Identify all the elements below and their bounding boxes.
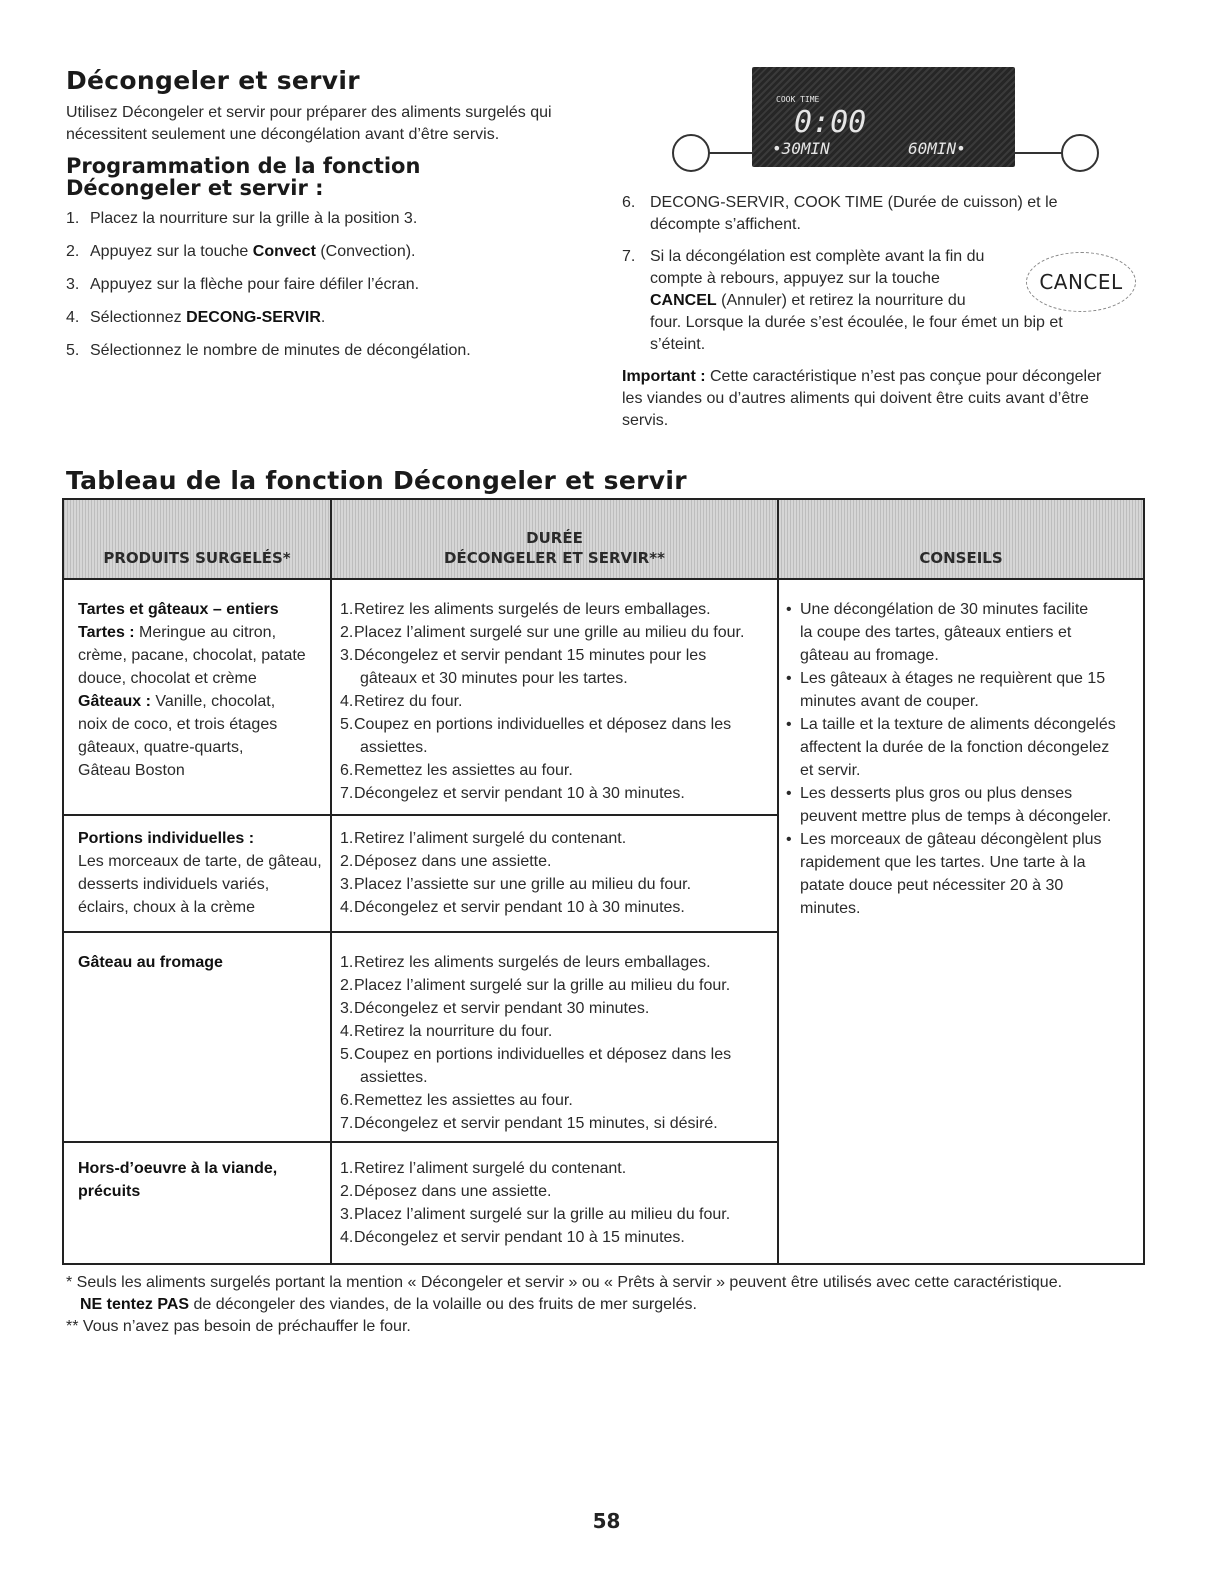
step-4: 4. Sélectionnez DECONG-SERVIR. (66, 309, 326, 326)
header-duration: DURÉE DÉCONGELER ET SERVIR** (444, 529, 665, 567)
knob-connector-right (1013, 152, 1063, 154)
table-title: Tableau de la fonction Décongeler et servir (66, 466, 687, 495)
oven-display (752, 67, 1015, 167)
intro-line: nécessitent seulement une décongélation avant d’être servis. (66, 126, 500, 143)
table-row-steps: 1. Retirez l’aliment surgelé du contenant. 2. Déposez dans une assiette. 3. Placez l’assiette sur une grille au milieu du four. 4. Décongelez et servir pendant 10 à 30 minutes. (340, 830, 692, 916)
tip-item: • Les gâteaux à étages ne requièrent que 15 minutes avant de couper. (786, 667, 1141, 713)
tip-item: • La taille et la texture de aliments décongelés affectent la durée de la fonction décongelez et servir. (786, 713, 1141, 782)
important-note: Important : Cette caractéristique n’est pas conçue pour décongeler les viandes ou d’autres aliments qui doivent être cuits avant d’être servis. (622, 368, 1102, 429)
column-divider (777, 500, 779, 1263)
step-6: 6. DECONG-SERVIR, COOK TIME (Durée de cuisson) et le décompte s’affichent. (622, 194, 1058, 233)
step-5: 5. Sélectionnez le nombre de minutes de décongélation. (66, 342, 471, 359)
display-label: COOK TIME (776, 95, 820, 104)
row-divider (64, 931, 779, 933)
table-row-steps: 1. Retirez les aliments surgelés de leurs emballages. 2. Placez l’aliment surgelé sur une grille au milieu du four. 3. Décongelez et servir pendant 15 minutes pour les gâteaux et 30 minutes pour les tartes. 4. Retirez du four. 5. Coupez en portions individuelles et déposez dans les assiettes. 6. Remettez les assiettes au four. 7. Décongelez et servir pendant 10 à 30 minutes. (340, 601, 745, 802)
row-divider (64, 1141, 779, 1143)
step-2: 2. Appuyez sur la touche Convect (Convection). (66, 243, 416, 260)
footnote-1: * Seuls les aliments surgelés portant la mention « Décongeler et servir » ou « Prêts à servir » peuvent être utilisés avec cette caractéristique. (66, 1274, 1063, 1291)
step-1: 1. Placez la nourriture sur la grille à la position 3. (66, 210, 418, 227)
tip-item: • Les morceaux de gâteau décongèlent plus rapidement que les tartes. Une tarte à la patate douce peut nécessiter 20 à 30 minutes. (786, 828, 1141, 920)
row-divider (64, 814, 779, 816)
tip-item: • Une décongélation de 30 minutes facilite la coupe des tartes, gâteaux entiers et gâteau au fromage. (786, 598, 1141, 667)
table-header (64, 500, 1143, 580)
table-row-steps: 1. Retirez les aliments surgelés de leurs emballages. 2. Placez l’aliment surgelé sur la grille au milieu du four. 3. Décongelez et servir pendant 30 minutes. 4. Retirez la nourriture du four. 5. Coupez en portions individuelles et déposez dans les assiettes. 6. Remettez les assiettes au four. 7. Décongelez et servir pendant 15 minutes, si désiré. (340, 954, 732, 1132)
programming-title (66, 155, 420, 199)
display-readout: 0:00 (794, 105, 867, 140)
thaw-serve-table (62, 498, 1145, 1265)
header-tips: CONSEILS (919, 549, 1003, 567)
right-knob-icon (1061, 134, 1099, 172)
programming-title-line2: Décongeler et servir : (66, 176, 324, 200)
display-left-value: •30MIN (772, 139, 830, 158)
footnote-2: NE tentez PAS de décongeler des viandes, de la volaille ou des fruits de mer surgelés. (80, 1296, 697, 1313)
table-row-product: Hors-d’oeuvre à la viande, précuits (78, 1160, 278, 1200)
left-knob-icon (672, 134, 710, 172)
header-products: PRODUITS SURGELÉS* (103, 549, 291, 567)
footnote-3: ** Vous n’avez pas besoin de préchauffer le four. (66, 1318, 411, 1335)
knob-connector-left (706, 152, 754, 154)
cancel-button-icon: CANCEL (1026, 252, 1136, 312)
right-steps (622, 192, 1122, 432)
section-title: Décongeler et servir (66, 66, 360, 95)
programming-title-line1: Programmation de la fonction (66, 154, 421, 178)
display-right-value: 60MIN• (908, 139, 966, 158)
table-row-product: Tartes et gâteaux – entiers Tartes : Meringue au citron, crème, pacane, chocolat, patate douce, chocolat et crème Gâteaux : Vanille, chocolat, noix de coco, et trois étages gâteaux, quatre-quarts, Gâteau Boston (78, 601, 306, 779)
tip-item: • Les desserts plus gros ou plus denses peuvent mettre plus de temps à décongeler. (786, 782, 1141, 828)
programming-steps (66, 210, 586, 375)
intro-line: Utilisez Décongeler et servir pour préparer des aliments surgelés qui (66, 104, 552, 121)
intro-text (66, 102, 552, 146)
step-7: 7. Si la décongélation est complète avant la fin du compte à rebours, appuyez sur la touche CANCEL (Annuler) et retirez la nourriture du four. Lorsque la durée s’est écoulée, le four émet un bip et s’éteint. (622, 248, 1063, 353)
table-row-steps: 1. Retirez l’aliment surgelé du contenant. 2. Déposez dans une assiette. 3. Placez l’aliment surgelé sur la grille au milieu du four. 4. Décongelez et servir pendant 10 à 15 minutes. (340, 1160, 731, 1246)
table-row-product: Portions individuelles : Les morceaux de tarte, de gâteau, desserts individuels variés, éclairs, choux à la crème (78, 830, 322, 916)
column-divider (330, 500, 332, 1263)
table-row-product: Gâteau au fromage (78, 954, 223, 971)
step-3: 3. Appuyez sur la flèche pour faire défiler l’écran. (66, 276, 420, 293)
tips-list (786, 598, 1141, 920)
page-number: 58 (592, 1509, 621, 1533)
footnotes (66, 1272, 1166, 1338)
